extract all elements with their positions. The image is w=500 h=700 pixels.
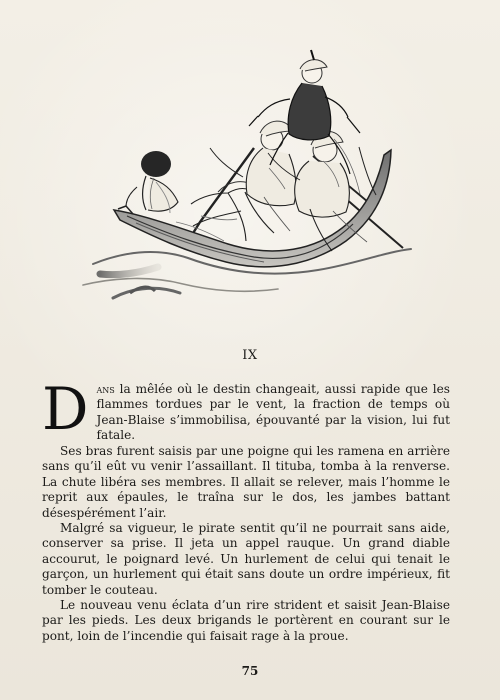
small-caps-lead: ans [96,382,115,396]
ink-drawing [78,38,428,308]
paragraph-second: Ses bras furent saisis par une poigne qui les ramena en arrière sans qu’il eût vu venir l’assaillant. Il tituba, tomba à la renverse. La chute libéra ses membres. Il allait se relever, mais l’homme le reprit aux épaules, le traîna sur le dos, les jambes battant désespérément l’air. [42,444,450,520]
paragraph-fourth: Le nouveau venu éclata d’un rire strident et saisit Jean-Blaise par les pieds. Les deux brigands le portèrent en courant sur le pont, loin de l’incendie qui faisait rage à la proue. [42,598,450,643]
paragraph-first [42,375,450,444]
drop-cap: D [42,375,89,443]
chapter-heading: IX [242,348,258,363]
paragraph-first-text: la mêlée où le destin changeait, aussi rapide que les flammes tordues par le vent, la fraction de temps où Jean-Blaise s’immobilisa, épouvanté par la vision, lui fut fatale. [96,382,450,443]
paragraph-third: Malgré sa vigueur, le pirate sentit qu’il ne pourrait sans aide, conserver sa prise. Il jeta un appel rauque. Un grand diable accourut, le poignard levé. Un hurlement de celui qui tenait le garçon, un hurlement qui était sans doute un ordre impérieux, fit tomber le couteau. [42,521,450,597]
page-number: 75 [241,664,259,678]
chapter-text [42,375,450,644]
boat-illustration [78,38,428,308]
